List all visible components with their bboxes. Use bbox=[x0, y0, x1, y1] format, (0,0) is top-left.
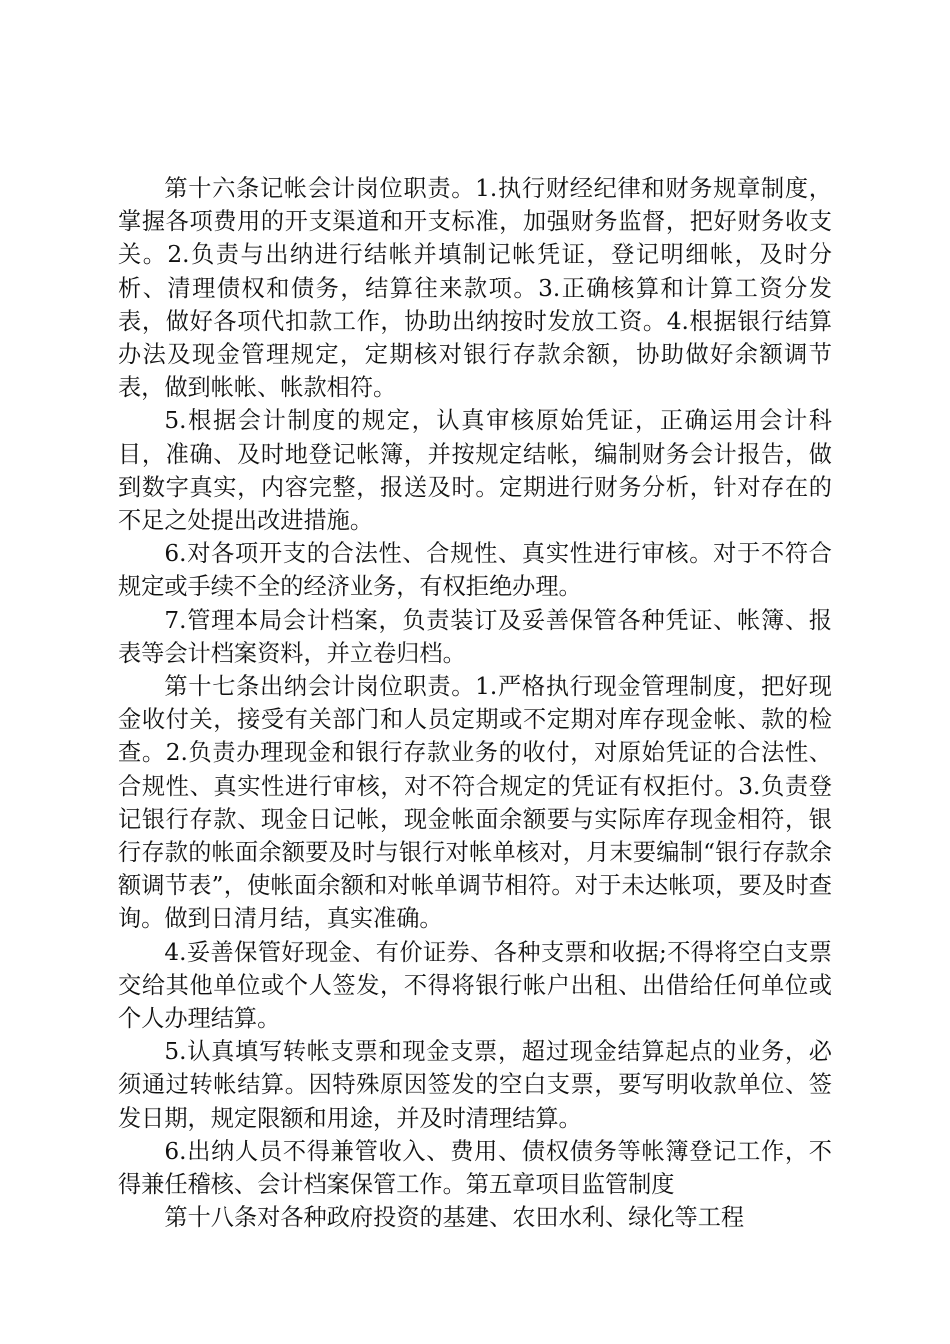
paragraph-article-17: 第十七条出纳会计岗位职责。1.严格执行现金管理制度，把好现金收付关，接受有关部门和人员定期或不定期对库存现金帐、款的检查。2.负责办理现金和银行存款业务的收付，对原始凭证的合法性、合规性、真实性进行审核，对不符合规定的凭证有权拒付。3.负责登记银行存款、现金日记帐，现金帐面余额要与实际库存现金相符，银行存款的帐面余额要及时与银行对帐单核对，月末要编制“银行存款余额调节表”，使帐面余额和对帐单调节相符。对于未达帐项，要及时查询。做到日清月结，真实准确。 bbox=[118, 673, 832, 933]
paragraph-cashier-item-4: 4.妥善保管好现金、有价证券、各种支票和收据;不得将空白支票交给其他单位或个人签发，不得将银行帐户出租、出借给任何单位或个人办理结算。 bbox=[118, 938, 832, 1033]
paragraph-article-18: 第十八条对各种政府投资的基建、农田水利、绿化等工程 bbox=[164, 1204, 745, 1232]
paragraph-item-7: 7.管理本局会计档案，负责装订及妥善保管各种凭证、帐簿、报表等会计档案资料，并立卷归档。 bbox=[118, 606, 832, 667]
paragraph-item-6: 6.对各项开支的合法性、合规性、真实性进行审核。对于不符合规定或手续不全的经济业务，有权拒绝办理。 bbox=[118, 540, 832, 601]
document-body bbox=[118, 172, 832, 1235]
paragraph-article-16: 第十六条记帐会计岗位职责。1.执行财经纪律和财务规章制度，掌握各项费用的开支渠道和开支标准，加强财务监督，把好财务收支关。2.负责与出纳进行结帐并填制记帐凭证，登记明细帐，及时分析、清理债权和债务，结算往来款项。3.正确核算和计算工资分发表，做好各项代扣款工作，协助出纳按时发放工资。4.根据银行结算办法及现金管理规定，定期核对银行存款余额，协助做好余额调节表，做到帐帐、帐款相符。 bbox=[118, 175, 832, 402]
paragraph-cashier-item-5: 5.认真填写转帐支票和现金支票，超过现金结算起点的业务，必须通过转帐结算。因特殊原因签发的空白支票，要写明收款单位、签发日期，规定限额和用途，并及时清理结算。 bbox=[118, 1038, 832, 1132]
paragraph-item-5: 5.根据会计制度的规定，认真审核原始凭证，正确运用会计科目，准确、及时地登记帐簿，并按规定结帐，编制财务会计报告，做到数字真实，内容完整，报送及时。定期进行财务分析，针对存在的不足之处提出改进措施。 bbox=[118, 407, 832, 535]
paragraph-cashier-item-6: 6.出纳人员不得兼管收入、费用、债权债务等帐簿登记工作，不得兼任稽核、会计档案保管工作。第五章项目监管制度 bbox=[118, 1137, 832, 1199]
